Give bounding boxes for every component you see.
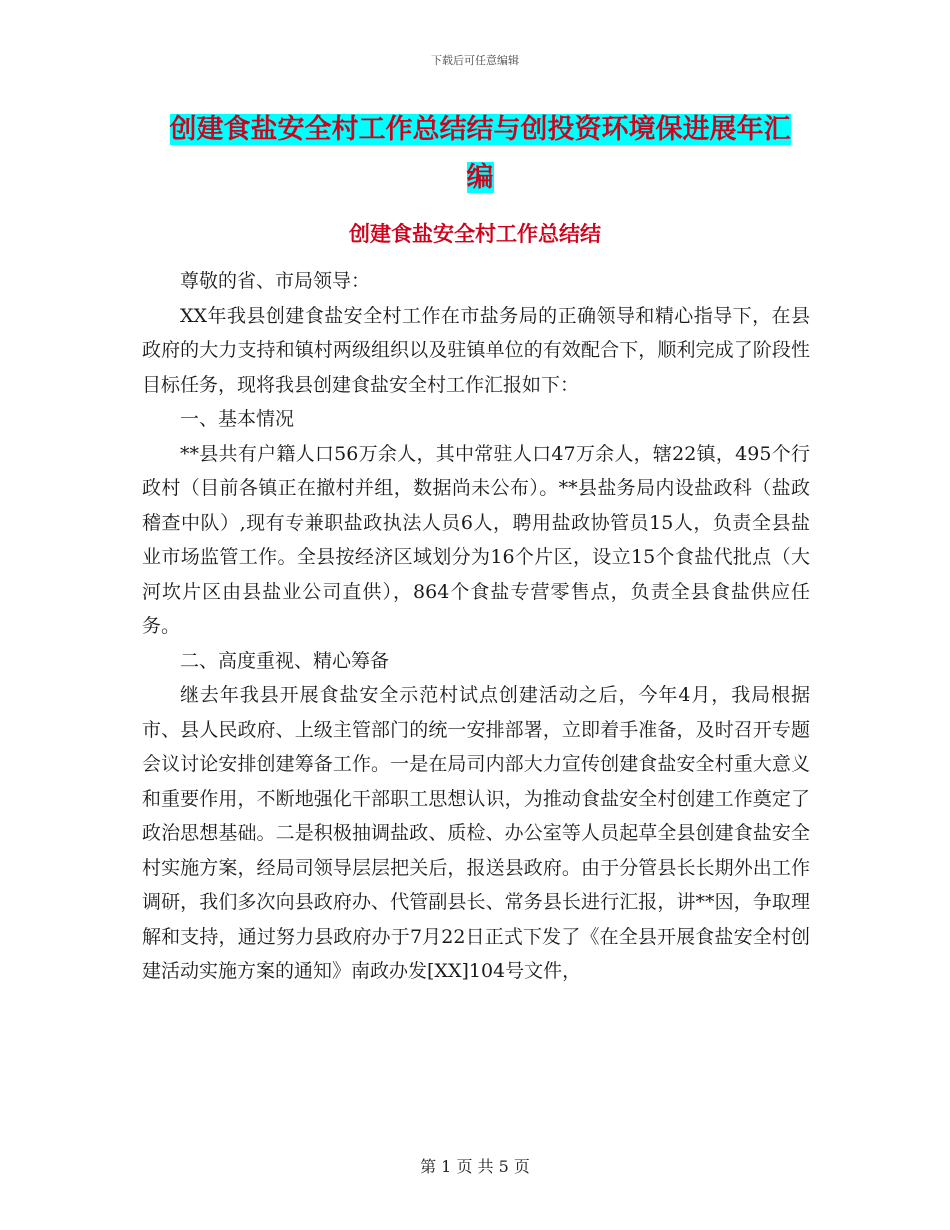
intro-paragraph: XX年我县创建食盐安全村工作在市盐务局的正确领导和精心指导下，在县政府的大力支持和镇村两级组织以及驻镇单位的有效配合下，顺利完成了阶段性目标任务，现将我县创建食盐安全村工作汇报如下：	[142, 304, 810, 396]
document-title-line-1: 创建食盐安全村工作总结结与创投资环境保进展年汇	[169, 114, 791, 145]
section-title: 创建食盐安全村工作总结结	[349, 222, 601, 246]
document-title-line-2: 编	[466, 162, 494, 193]
salutation-paragraph: 尊敬的省、市局领导：	[180, 270, 371, 292]
basic-info-paragraph: **县共有户籍人口56万余人，其中常驻人口47万余人，辖22镇，495个行政村（目前各镇正在撤村并组，数据尚未公布）。**县盐务局内设盐政科（盐政稽查中队）,现有专兼职盐政执法人员6人，聘用盐政协管员15人，负责全县盐业市场监管工作。全县按经济区域划分为16个片区，设立15个食盐代批点（大河坎片区由县盐业公司直供），864个食盐专营零售点，负责全县食盐供应任务。	[142, 442, 810, 637]
preparation-paragraph: 继去年我县开展食盐安全示范村试点创建活动之后，今年4月，我局根据市、县人民政府、上级主管部门的统一安排部署，立即着手准备，及时召开专题会议讨论安排创建筹备工作。一是在局司内部大力宣传创建食盐安全村重大意义和重要作用，不断地强化干部职工思想认识，为推动食盐安全村创建工作奠定了政治思想基础。二是积极抽调盐政、质检、办公室等人员起草全县创建食盐安全村实施方案，经局司领导层层把关后，报送县政府。由于分管县长长期外出工作调研，我们多次向县政府办、代管副县长、常务县长进行汇报，讲**因，争取理解和支持，通过努力县政府办于7月22日正式下发了《在全县开展食盐安全村创建活动实施方案的通知》南政办发[XX]104号文件，	[142, 684, 810, 982]
section-heading-basic: 一、基本情况	[180, 408, 295, 430]
header-note: 下载后可任意编辑	[431, 54, 519, 67]
section-heading-preparation: 二、高度重视、精心筹备	[180, 649, 390, 672]
document-body	[142, 264, 810, 989]
document-title	[140, 106, 820, 202]
page-footer: 第 1 页 共 5 页	[420, 1157, 530, 1176]
